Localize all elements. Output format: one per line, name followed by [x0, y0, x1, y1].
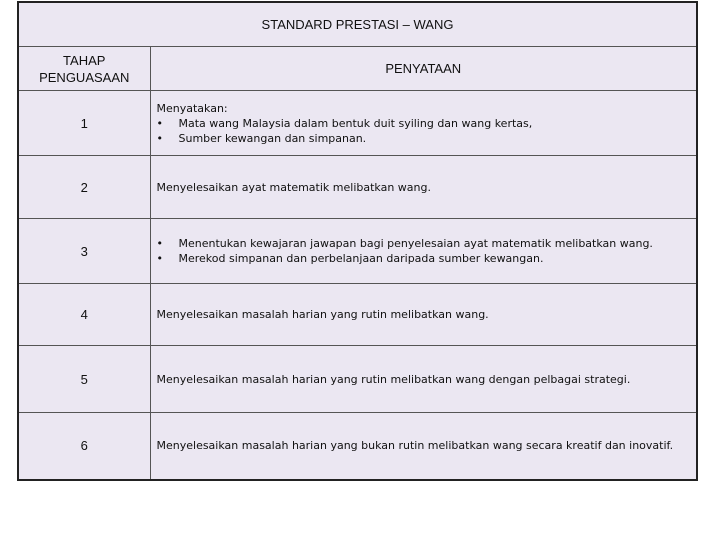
- statement-intro: Menyatakan:: [156, 101, 228, 115]
- table-row: [18, 284, 697, 346]
- bullet-item: • Merekod simpanan dan perbelanjaan daripada sumber kewangan.: [157, 251, 694, 266]
- bullet-item: • Mata wang Malaysia dalam bentuk duit syiling dan wang kertas,: [157, 116, 694, 131]
- table-row: [18, 413, 697, 480]
- level-cell: 4: [18, 284, 150, 346]
- table-row: [18, 156, 697, 219]
- header-row: [18, 47, 697, 91]
- bullet-item: • Menentukan kewajaran jawapan bagi penyelesaian ayat matematik melibatkan wang.: [157, 236, 694, 251]
- level-cell: 5: [18, 346, 150, 413]
- statement-cell: Menyelesaikan masalah harian yang bukan rutin melibatkan wang secara kreatif dan inovatif.: [150, 413, 697, 480]
- table-row: [18, 91, 697, 156]
- performance-standard-table: [17, 1, 698, 481]
- statement-cell: Menyelesaikan masalah harian yang rutin melibatkan wang.: [150, 284, 697, 346]
- statement-cell: [150, 91, 697, 156]
- statement-cell: Menyelesaikan masalah harian yang rutin melibatkan wang dengan pelbagai strategi.: [150, 346, 697, 413]
- statement-cell: [150, 219, 697, 284]
- header-statement: PENYATAAN: [150, 47, 697, 91]
- header-level: TAHAP PENGUASAAN: [18, 47, 150, 91]
- table-row: [18, 346, 697, 413]
- level-cell: 6: [18, 413, 150, 480]
- statement-cell: Menyelesaikan ayat matematik melibatkan wang.: [150, 156, 697, 219]
- level-cell: 2: [18, 156, 150, 219]
- table-title: STANDARD PRESTASI – WANG: [18, 2, 697, 47]
- level-cell: 3: [18, 219, 150, 284]
- bullet-list: [157, 236, 694, 266]
- table-row: [18, 219, 697, 284]
- bullet-list: [157, 116, 694, 146]
- level-cell: 1: [18, 91, 150, 156]
- bullet-item: • Sumber kewangan dan simpanan.: [157, 131, 694, 146]
- title-row: [18, 2, 697, 47]
